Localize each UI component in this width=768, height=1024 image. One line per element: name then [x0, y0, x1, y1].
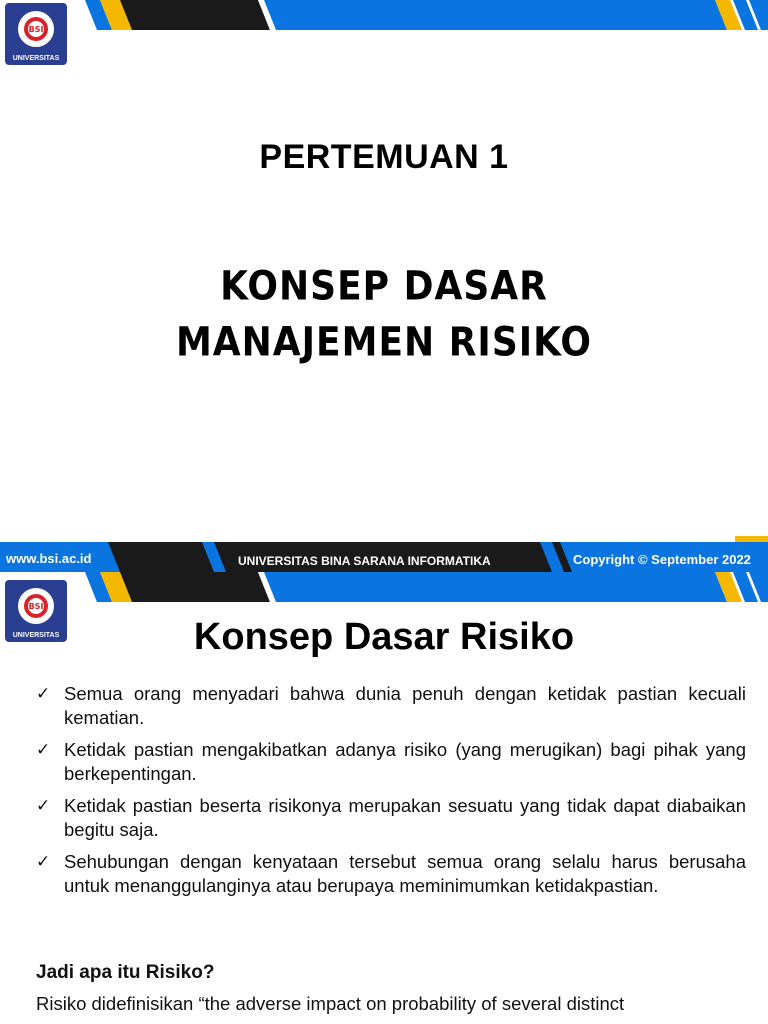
slide-title: Konsep Dasar Risiko — [193, 616, 575, 658]
svg-text:BSI: BSI — [28, 25, 44, 34]
logo-caption: UNIVERSITAS — [12, 55, 60, 62]
title-line-1: KONSEP DASAR — [220, 263, 548, 310]
footer-bar — [0, 536, 768, 572]
top-decor-bar — [0, 0, 768, 30]
check-icon: ✓ — [36, 684, 51, 703]
list-item: ✓ Ketidak pastian mengakibatkan adanya risiko (yang merugikan) bagi pihak yang berkepentingan. — [36, 739, 746, 784]
footer-copyright: Copyright © September 2022 — [573, 552, 751, 567]
check-icon: ✓ — [36, 740, 51, 759]
list-item: ✓ Semua orang menyadari bahwa dunia penuh dengan ketidak pastian kecuali kematian. — [36, 683, 746, 728]
meeting-heading: PERTEMUAN 1 — [259, 138, 509, 176]
check-icon: ✓ — [36, 796, 51, 815]
list-item: ✓ Ketidak pastian beserta risikonya merupakan sesuatu yang tidak dapat diabaikan begitu saja. — [36, 795, 746, 840]
footer-website: www.bsi.ac.id — [6, 551, 92, 566]
university-logo-icon — [5, 3, 67, 65]
list-item: ✓ Sehubungan dengan kenyataan tersebut semua orang selalu harus berusaha untuk menanggulanginya atau berupaya meminimumkan ketidakpastian. — [36, 851, 746, 896]
slide-2 — [0, 572, 768, 1024]
title-line-2: MANAJEMEN RISIKO — [175, 319, 593, 366]
bullet-list — [36, 682, 746, 906]
footer-university: UNIVERSITAS BINA SARANA INFORMATIKA — [238, 554, 491, 568]
top-decor-bar — [0, 572, 768, 602]
subheading: Jadi apa itu Risiko? — [36, 962, 215, 983]
logo-caption: UNIVERSITAS — [12, 632, 60, 639]
definition-paragraph: Risiko didefinisikan “the adverse impact on probability of several distinct — [36, 993, 625, 1014]
check-icon: ✓ — [36, 852, 51, 871]
svg-text:BSI: BSI — [28, 602, 44, 611]
